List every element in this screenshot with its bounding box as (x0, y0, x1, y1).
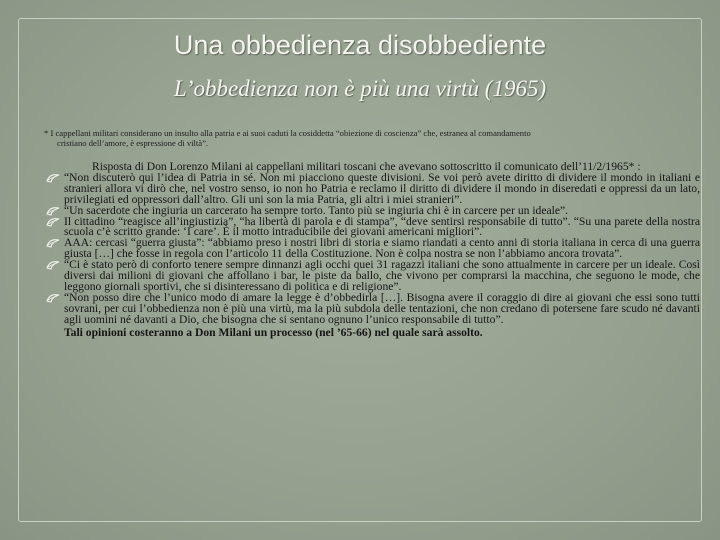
bullet-text: “Un sacerdote che ingiuria un carcerato ha sempre torto. Tanto più se ingiuria chi è in carcere per un ideale”. (64, 203, 569, 217)
bullet-item (64, 170, 700, 206)
bullet-item (64, 290, 700, 326)
footnote (44, 128, 694, 148)
bullet-text: AAA: cercasi “guerra giusta”: “abbiamo preso i nostri libri di storia e siamo riandati a cento anni di storia italiana in cerca di una guerra giusta […] che fosse in regola con l’articolo 11 della Costituzione. Non è colpa nostra se non l’abbiamo ancora trovata”. (64, 236, 700, 261)
slide-subtitle: L’obbedienza non è più una virtù (1965) (173, 76, 547, 101)
leaf-swirl-icon (46, 238, 60, 248)
bullet-item (64, 260, 700, 293)
footnote-line-1: * I cappellani militari considerano un insulto alla patria e ai suoi caduti la cosiddetta “obiezione di coscienza” che, estranea al comandamento (44, 128, 531, 138)
leaf-swirl-icon (46, 173, 60, 183)
bullet-text: “Non posso dire che l’unico modo di amare la legge è d’obbedirla […]. Bisogna avere il coraggio di dire ai giovani che essi sono tutti sovrani, per cui l’obbedienza non è più una virtù, ma la più subdola delle tentazioni, che non credano di potersene fare scudo né davanti agli uomini né davanti a Dio, che bisogna che si sentano ognuno l’unico responsabile di tutto”. (64, 290, 700, 326)
bullet-item (64, 238, 700, 260)
slide-title: Una obbedienza disobbediente (173, 30, 547, 60)
leaf-swirl-icon (46, 260, 60, 270)
intro-paragraph: Risposta di Don Lorenzo Milani ai cappellani militari toscani che avevano sottoscritto il comunicato dell’11/2/1965* : (92, 160, 641, 173)
leaf-swirl-icon (46, 206, 60, 216)
bullet-text: “Non discuterò qui l’idea di Patria in sé. Non mi piacciono queste divisioni. Se voi però avete diritto di dividere il mondo in italiani e stranieri allora vi dirò che, nel vostro senso, io non ho Patria e reclamo il diritto di dividere il mondo in diseredati e oppressi da un lato, privilegiati ed oppressori dall’altro. Gli uni son la mia Patria, gli altri i miei stranieri”. (64, 170, 700, 206)
slide-content (64, 162, 700, 339)
bullet-list (64, 170, 700, 326)
bullet-item (64, 214, 700, 239)
leaf-swirl-icon (46, 293, 60, 303)
bullet-text: “Ci è stato però di conforto tenere sempre dinnanzi agli occhi quei 31 ragazzi italiani che sono attualmente in carcere per un ideale. Così diversi dai milioni di giovani che affollano i bar, le piste da ballo, che vivono per comprarsi la macchina, che seguono le mode, che leggono giornali sportivi, che si disinteressano di politica e di religione”. (64, 258, 700, 293)
leaf-swirl-icon (46, 217, 60, 227)
bullet-text: Il cittadino “reagisce all’ingiustizia”, “ha libertà di parola e di stampa”, “deve sentirsi responsabile di tutto”. “Su una parete della nostra scuola c’è scritto grande: ‘I care’. È il motto intraducibile dei giovani americani migliori”. (64, 214, 700, 239)
footnote-line-2: cristiano dell’amore, è espressione di viltà”. (57, 138, 209, 148)
closing-statement: Tali opinioni costeranno a Don Milani un processo (nel ’65-66) nel quale sarà assolto. (64, 325, 483, 339)
